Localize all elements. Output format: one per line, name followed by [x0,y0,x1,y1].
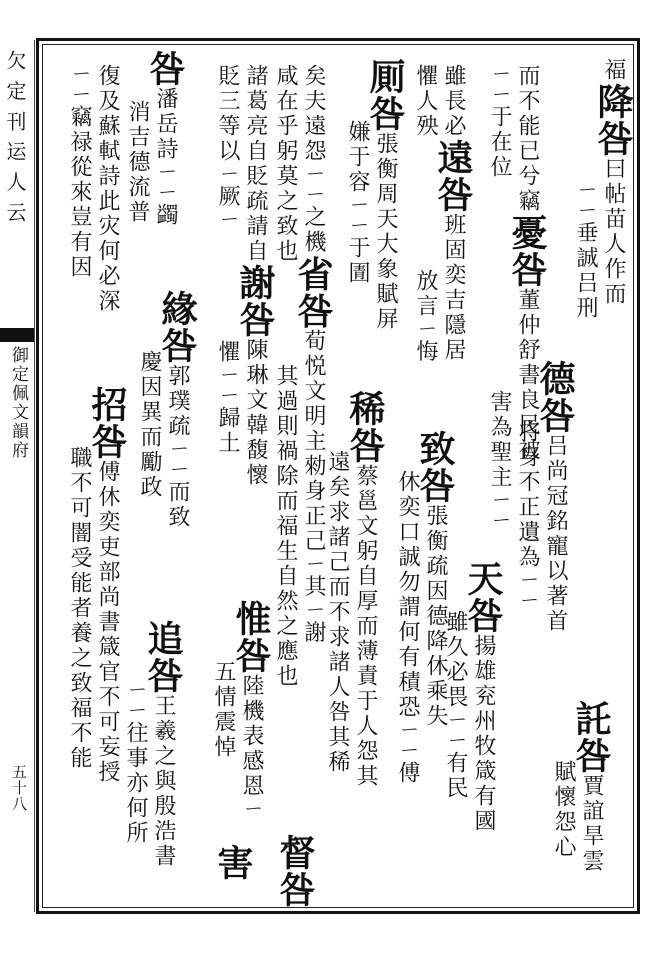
text-column: 矣夫遠怨ㄧㄧ之機省咎荀悦文明主勑身正己ㄧ其ㄧ謝 [292,64,334,646]
text-column: 遠矣求諸己而不求諸人咎其稀 [325,450,350,775]
text-column: 致咎張衡疏因德降休乘失 [414,430,456,729]
text-column: 追咎王羲之與殷浩書 [142,620,184,869]
text-column: 雖長必遠咎班固奕吉隱居 [432,64,474,363]
text-column: 厠咎張衡周天大象賦屏 [364,58,406,332]
text-column: 緣咎郭璞疏ㄧㄧ而致 [156,290,198,531]
text-column: ㄧㄧ竊禄從來豈有因 [67,64,92,281]
text-column: 慶因異而勵政 [137,350,162,500]
text-column: 稀咎蔡邕文躬自厚而薄責于人怨其 [344,390,386,789]
text-column: 德咎吕尚冠銘寵以著首 [534,360,576,634]
text-column: 而不能已兮竊憂咎董仲舒書良民被 [506,64,548,463]
folio-number: 五十八 [10,764,28,812]
text-column: 託咎賈誼旱雲 [570,700,612,874]
text-column: ㄧㄧ于在位害為聖主ㄧㄧ [487,64,512,532]
text-column: 害 [212,844,254,881]
fish-tail-marker [0,328,34,342]
text-column: 福降咎曰帖苗人作而 [592,58,634,307]
text-column: 貶三等以ㄧ厥ㄧ懼ㄧㄧ歸土 [215,64,240,457]
text-column: 招咎傅休奕吏部尚書箴官不可妄授 [86,386,128,785]
text-column: 賦懷怨心 [551,760,576,860]
text-column: 咸在乎躬莫之致也其過則禍除而福生自然之應也 [273,64,298,689]
left-margin-strip [0,40,35,912]
text-column: 督咎 [274,834,316,908]
text-column: 咎潘岳詩ㄧㄧ蠲 [144,50,186,229]
text-column: 天咎揚雄兖州牧箴有國 [462,560,504,834]
text-column: 諸葛亮自貶疏請自謝咎陳琳文韓馥懷 [234,64,276,488]
margin-characters: 欠 定 刊 运 人 云 [3,50,27,224]
text-column: 消吉德流普 [125,100,150,225]
text-column: 惟咎陸機表感恩ㄧ [230,600,272,820]
text-column: 嫌于容ㄧㄧ于圊 [345,120,370,287]
text-column: 五情震悼 [211,660,236,760]
text-column: ㄧㄧ垂誠吕刑 [573,180,598,322]
text-column: 復及蘇軾詩此灾何必深 [95,64,120,314]
text-column: 懼人殃放言ㄧ悔 [413,64,438,365]
text-column: 雖久必畏ㄧㄧ有民 [443,610,468,802]
book-title: 御定佩文韻府 [8,346,28,460]
text-column: ㄧㄧ往事亦何所 [123,680,148,847]
text-column: 職不可闇受能者養之致福不能 [67,446,92,771]
text-column: 休奕口誠勿謂何有積恐ㄧㄧ傅 [395,470,420,787]
text-column: 将身不正遺為ㄧㄧ [515,420,540,612]
